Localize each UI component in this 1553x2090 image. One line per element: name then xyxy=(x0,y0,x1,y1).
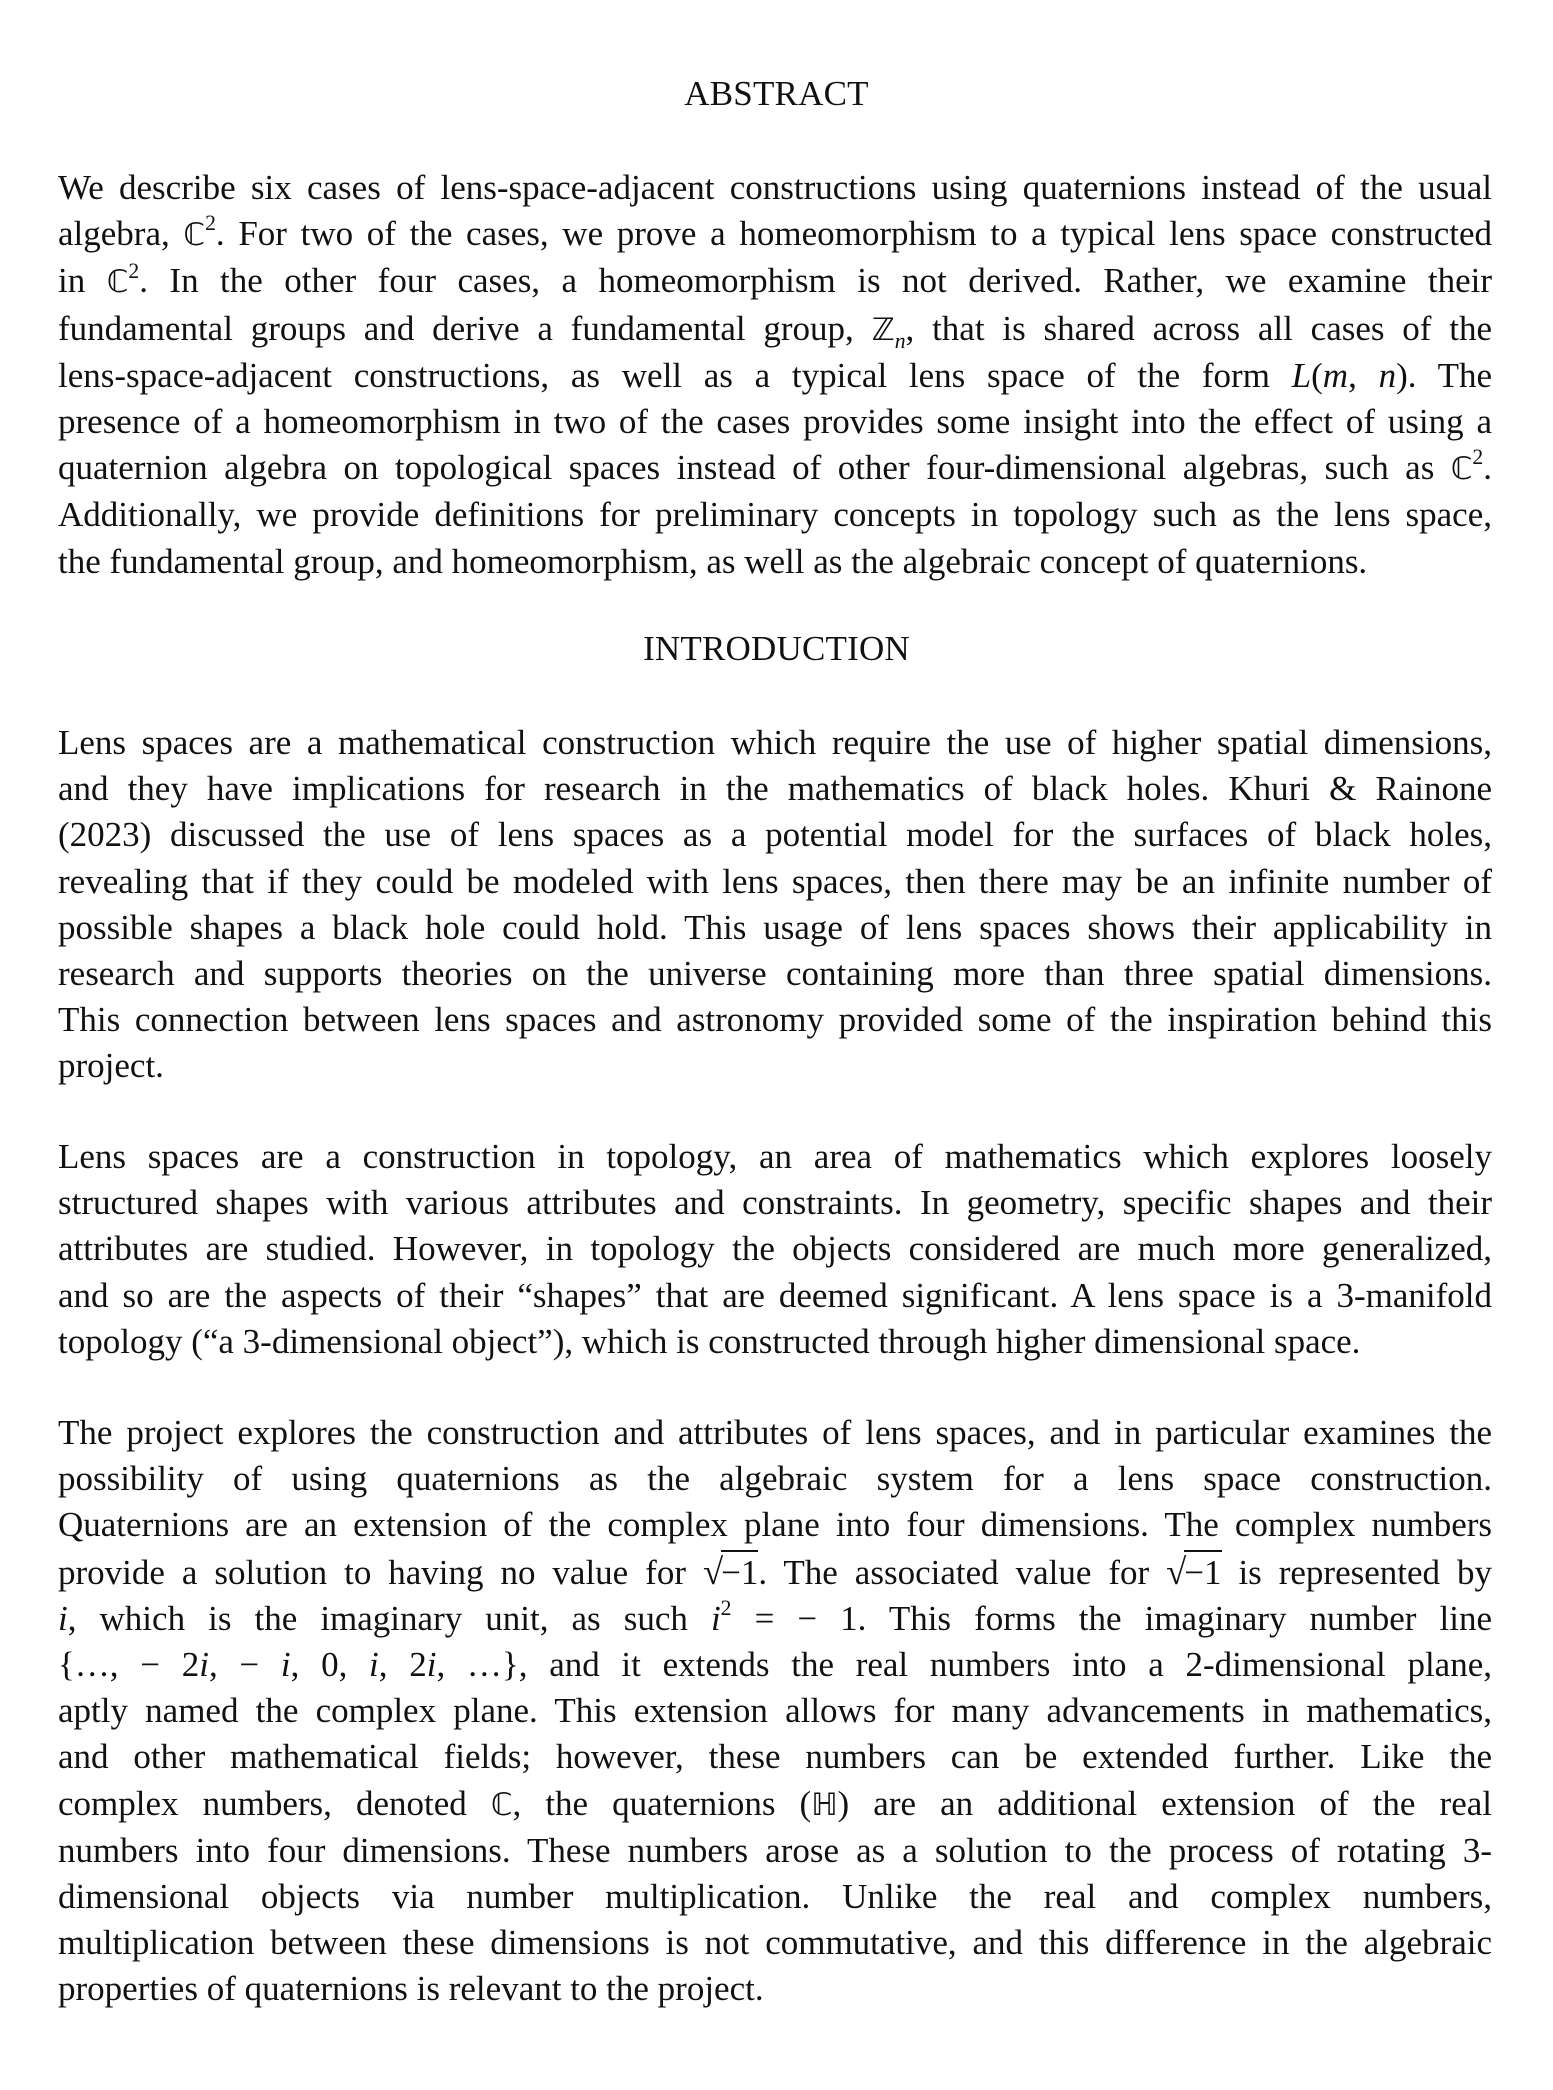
text-line: Quaternions are an extension of the complex plane into four dimensions. The complex numbers xyxy=(58,1505,1492,1545)
math-variable: i xyxy=(280,1645,291,1685)
superscript: 2 xyxy=(205,211,216,236)
text-line: complex numbers, denoted ℂ, the quaternions (ℍ) are an additional extension of the real xyxy=(58,1783,1492,1823)
superscript: 2 xyxy=(1472,445,1484,470)
math-symbol: ℍ xyxy=(811,1786,838,1823)
text-line: We describe six cases of lens-space-adjacent constructions using quaternions instead of the usual xyxy=(58,168,1492,207)
text-line: i, which is the imaginary unit, as such $i^2$ = − 1. This forms the imaginary number line xyxy=(58,1596,1492,1638)
math-symbol: ℂ xyxy=(490,1786,513,1823)
text-line: possible shapes a black hole could hold. This usage of lens spaces shows their applicability in xyxy=(58,907,1492,947)
text-line: This connection between lens spaces and astronomy provided some of the inspiration behind this xyxy=(58,1000,1492,1040)
text-line: project. xyxy=(58,1046,164,1086)
text-line: algebra, ℂ$^2$. For two of the cases, we prove a homeomorphism to a typical lens space constructed xyxy=(58,211,1492,254)
text-line: the fundamental group, and homeomorphism, as well as the algebraic concept of quaternions. xyxy=(58,541,1368,581)
text-line: topology (“a 3-dimensional object”), which is constructed through higher dimensional space. xyxy=(58,1321,1361,1361)
text-line: Additionally, we provide definitions for preliminary concepts in topology such as the lens space, xyxy=(58,495,1492,535)
intro-paragraph-2 xyxy=(58,1134,1492,1365)
math-variable: n xyxy=(1378,355,1397,395)
superscript: 2 xyxy=(128,258,140,283)
text-line: structured shapes with various attributes and constraints. In geometry, specific shapes and their xyxy=(58,1183,1492,1223)
text-line: revealing that if they could be modeled with lens spaces, then there may be an infinite number of xyxy=(58,861,1492,901)
abstract-heading: ABSTRACT xyxy=(684,74,869,113)
math-variable: i xyxy=(426,1645,437,1685)
text-line: research and supports theories on the universe containing more than three spatial dimensions. xyxy=(58,954,1492,994)
abstract-paragraph xyxy=(58,165,1492,585)
text-line: dimensional objects via number multiplication. Unlike the real and complex numbers, xyxy=(58,1877,1492,1917)
math-variable: i xyxy=(199,1645,209,1685)
math-variable: i xyxy=(58,1598,68,1638)
math-symbol: ℤ xyxy=(871,311,895,348)
text-line: fundamental groups and derive a fundamental group, ℤ$_n$, that is shared across all cases of the xyxy=(58,308,1493,353)
text-line: Lens spaces are a construction in topology, an area of mathematics which explores loosely xyxy=(58,1137,1492,1176)
intro-paragraph-3 xyxy=(58,1410,1492,2013)
text-line: attributes are studied. However, in topology the objects considered are much more generalized, xyxy=(58,1229,1492,1269)
text-line: properties of quaternions is relevant to the project. xyxy=(58,1969,764,2009)
introduction-heading: INTRODUCTION xyxy=(643,629,910,668)
math-variable: i xyxy=(710,1598,721,1638)
math-symbol: ℂ xyxy=(106,264,129,301)
subscript: n xyxy=(894,328,906,353)
text-line: and other mathematical fields; however, these numbers can be extended further. Like the xyxy=(58,1737,1492,1777)
intro-paragraph-1 xyxy=(58,720,1492,1090)
math-symbol: ℂ xyxy=(1450,451,1473,488)
text-line: provide a solution to having no value for √−1. The associated value for √−1 is represented by xyxy=(58,1550,1492,1592)
text-line: in ℂ$^2$. In the other four cases, a homeomorphism is not derived. Rather, we examine their xyxy=(58,258,1492,301)
text-line: The project explores the construction and attributes of lens spaces, and in particular examines the xyxy=(58,1413,1492,1452)
text-line: Lens spaces are a mathematical construction which require the use of higher spatial dimensions, xyxy=(58,723,1492,762)
text-line: possibility of using quaternions as the algebraic system for a lens space construction. xyxy=(58,1459,1492,1499)
text-line: multiplication between these dimensions is not commutative, and this difference in the algebraic xyxy=(58,1923,1492,1963)
text-line: and so are the aspects of their “shapes” that are deemed significant. A lens space is a 3-manifold xyxy=(58,1275,1492,1315)
math-variable: i xyxy=(369,1645,379,1685)
text-line: {…, − 2i, − i, 0, i, 2i, …}, and it extends the real numbers into a 2-dimensional plane, xyxy=(58,1645,1492,1685)
text-line: and they have implications for research in the mathematics of black holes. Khuri & Rainone xyxy=(58,769,1492,809)
math-variable: m xyxy=(1322,355,1349,395)
text-line: (2023) discussed the use of lens spaces as a potential model for the surfaces of black holes, xyxy=(58,815,1492,855)
math-symbol: ℂ xyxy=(183,217,206,254)
superscript: 2 xyxy=(720,1596,732,1620)
text-line: lens-space-adjacent constructions, as well as a typical lens space of the form L(m, n). The xyxy=(58,355,1493,395)
text-line: presence of a homeomorphism in two of the cases provides some insight into the effect of using a xyxy=(58,402,1492,442)
square-root: √−1 xyxy=(1166,1550,1222,1592)
text-line: numbers into four dimensions. These numbers arose as a solution to the process of rotating 3- xyxy=(58,1830,1492,1870)
text-line: aptly named the complex plane. This extension allows for many advancements in mathematics, xyxy=(58,1691,1492,1731)
square-root: √−1 xyxy=(702,1550,759,1592)
text-line: quaternion algebra on topological spaces instead of other four-dimensional algebras, such as ℂ$^2$. xyxy=(58,445,1492,488)
math-variable: L xyxy=(1291,355,1312,395)
